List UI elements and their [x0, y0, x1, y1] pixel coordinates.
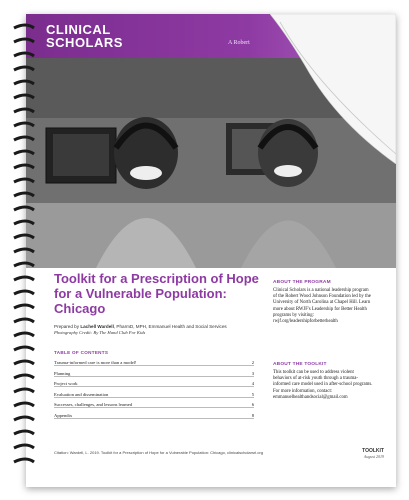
citation: Citation: Wardell, L. 2019. Toolkit for a Prescription of Hope for a Vulnerable Population: Chicago, clinicalscholarsrl.org — [54, 450, 264, 455]
toc-item-page: 5 — [251, 391, 254, 397]
toc-item[interactable] — [54, 368, 254, 377]
about-program-text: Clinical Scholars is a national leadership program of the Robert Wood Johnson Foundation led by the University of North Carolina at Chapel Hill. Learn more about RWJF's Leadership for Better Health programs by visiting: rwjf.org/leadershipforbetterhealth — [273, 288, 371, 325]
toolkit-title: TOOLKIT — [362, 448, 384, 454]
toc-item[interactable] — [54, 399, 254, 408]
toc-item[interactable] — [54, 378, 254, 387]
about-toolkit-text: This toolkit can be used to address violent behaviors of at-risk youth through a trauma-informed care model used in after-school programs. For more information, contact: emmanuelhealthandsocial@gmail.com — [273, 370, 373, 400]
brand-subtitle: A Robert — [228, 40, 250, 46]
brand-logo: CLINICAL SCHOLARS — [46, 22, 123, 50]
toc-item[interactable] — [54, 389, 254, 398]
toc-item-page: 4 — [251, 381, 254, 386]
photo-credit: Photography Credit: By The Hand Club For Kids — [54, 330, 146, 335]
byline — [54, 324, 269, 336]
table-of-contents — [54, 357, 254, 420]
toc-item-title: Appendix — [54, 412, 73, 418]
toolkit-date: August 2019 — [363, 454, 384, 459]
author-credentials: , PharmD, MPH, Emmanuel Health and Social Services — [113, 324, 227, 329]
about-toolkit-heading: ABOUT THE TOOLKIT — [273, 362, 327, 367]
toc-heading: TABLE OF CONTENTS — [54, 350, 109, 355]
about-toolkit-section — [273, 362, 373, 401]
toc-item[interactable] — [54, 357, 254, 366]
toc-item-page: 3 — [251, 370, 254, 376]
toc-item-page: 2 — [251, 360, 254, 365]
document-page — [26, 14, 396, 487]
document-title: Toolkit for a Prescription of Hope for a Vulnerable Population: Chicago — [54, 271, 259, 316]
toc-item-title: Trauma-informed care is more than a model! — [54, 360, 137, 365]
toc-item-page: 8 — [251, 412, 254, 418]
toc-item-title: Evaluation and dissemination — [54, 391, 109, 397]
toc-item-title: Successes, challenges, and lessons learned — [54, 402, 133, 407]
page-curl — [270, 14, 396, 164]
toc-item-page: 6 — [251, 402, 254, 407]
prepared-label: Prepared by — [54, 324, 80, 329]
toc-item-title: Planning — [54, 370, 71, 376]
toc-item[interactable] — [54, 410, 254, 419]
about-program-heading: ABOUT THE PROGRAM — [273, 280, 331, 285]
spiral-binding — [10, 22, 38, 472]
toolkit-label — [362, 448, 384, 459]
author-name: Lachell Wardell — [80, 324, 114, 329]
about-program-section — [273, 280, 373, 325]
toc-item-title: Project work — [54, 381, 78, 386]
